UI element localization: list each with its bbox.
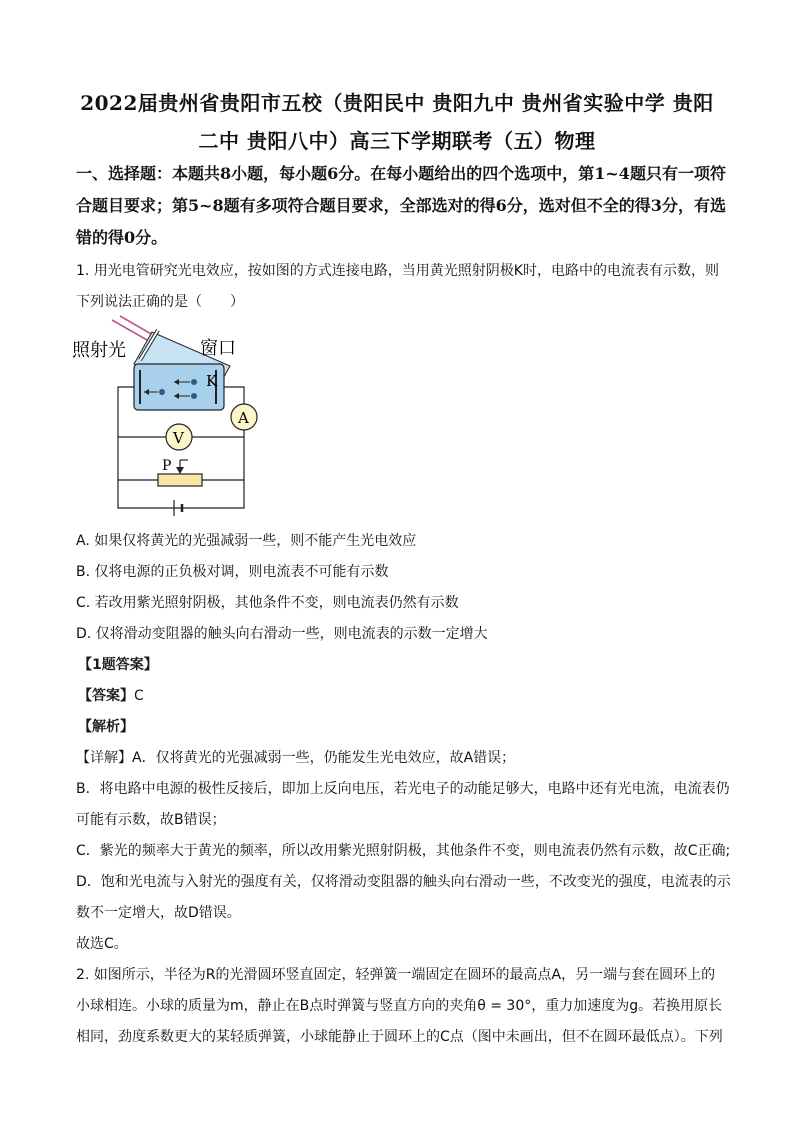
q2-line-2: 小球相连。小球的质量为m，静止在B点时弹簧与竖直方向的夹角θ = 30°，重力加速度为g。若换用原长	[76, 998, 723, 1014]
q1-option-a: A. 如果仅将黄光的光强减弱一些，则不能产生光电效应	[76, 533, 417, 549]
q1-detail-line-4: C．紫光的频率大于黄光的频率，所以改用紫光照射阴极，其他条件不变，则电流表仍然有示数，故C正确;	[76, 843, 731, 859]
electron-3	[159, 389, 165, 395]
q1-option-d: D. 仅将滑动变阻器的触头向右滑动一些，则电流表的示数一定增大	[76, 626, 488, 642]
label-cathode: K	[206, 372, 218, 390]
electron-2	[191, 393, 197, 399]
q2-line-3: 相同，劲度系数更大的某轻质弹簧，小球能静止于圆环上的C点（图中未画出，但不在圆环最低点）。下列	[76, 1029, 723, 1045]
q1-detail-line-2: B．将电路中电源的极性反接后，即加上反向电压，若光电子的动能足够大，电路中还有光电流，电流表仍	[76, 781, 730, 797]
label-light: 照射光	[72, 340, 126, 361]
section-header: 一、选择题：本题共8小题，每小题6分。在每小题给出的四个选项中，第1~4题只有一项符合题目要求；第5~8题有多项符合题目要求，全部选对的得6分，选对但不全的得3分，有选错的得0分。	[76, 164, 726, 247]
q2-line-1: 2. 如图所示，半径为R的光滑圆环竖直固定，轻弹簧一端固定在圆环的最高点A，另一端与套在圆环上的	[76, 967, 716, 983]
title-line-1: 2022届贵州省贵阳市五校（贵阳民中 贵阳九中 贵州省实验中学 贵阳	[80, 91, 714, 115]
answer-value: C	[134, 688, 144, 704]
q1-stem-line-1: 1. 用光电管研究光电效应，按如图的方式连接电路，当用黄光照射阴极K时，电路中的电流表有示数，则	[76, 263, 719, 279]
q1-answer-tag: 【1题答案】	[78, 657, 158, 673]
q1-detail-line-3: 可能有示数，故B错误；	[76, 812, 226, 828]
q1-stem-line-2: 下列说法正确的是（ ）	[76, 294, 244, 310]
label-window: 窗口	[200, 338, 236, 359]
q1-answer-row	[78, 685, 144, 705]
label-slider: P	[162, 458, 172, 474]
photoelectric-circuit-figure	[70, 312, 270, 517]
q1-analysis-label: 【解析】	[78, 719, 134, 735]
q1-detail-line-6: 数不一定增大，故D错误。	[76, 905, 241, 921]
label-ammeter: A	[238, 409, 249, 427]
answer-label: 【答案】	[78, 688, 134, 704]
q1-detail-line-7: 故选C。	[76, 936, 128, 952]
q1-option-c: C. 若改用紫光照射阴极，其他条件不变，则电流表仍然有示数	[76, 595, 459, 611]
title-line-2: 二中 贵阳八中）高三下学期联考（五）物理	[198, 129, 596, 153]
wire-right-top	[224, 387, 244, 404]
label-voltmeter: V	[173, 429, 184, 447]
q1-option-b: B. 仅将电源的正负极对调，则电流表不可能有示数	[76, 564, 389, 580]
rheostat	[158, 474, 202, 486]
electron-1	[191, 379, 197, 385]
q1-detail-line-5: D．饱和光电流与入射光的强度有关，仅将滑动变阻器的触头向右滑动一些，不改变光的强度，电流表的示	[76, 874, 731, 890]
q1-detail-line-1: 【详解】A．仅将黄光的光强减弱一些，仍能发生光电效应，故A错误；	[76, 750, 516, 766]
slider-arrow	[176, 467, 184, 474]
